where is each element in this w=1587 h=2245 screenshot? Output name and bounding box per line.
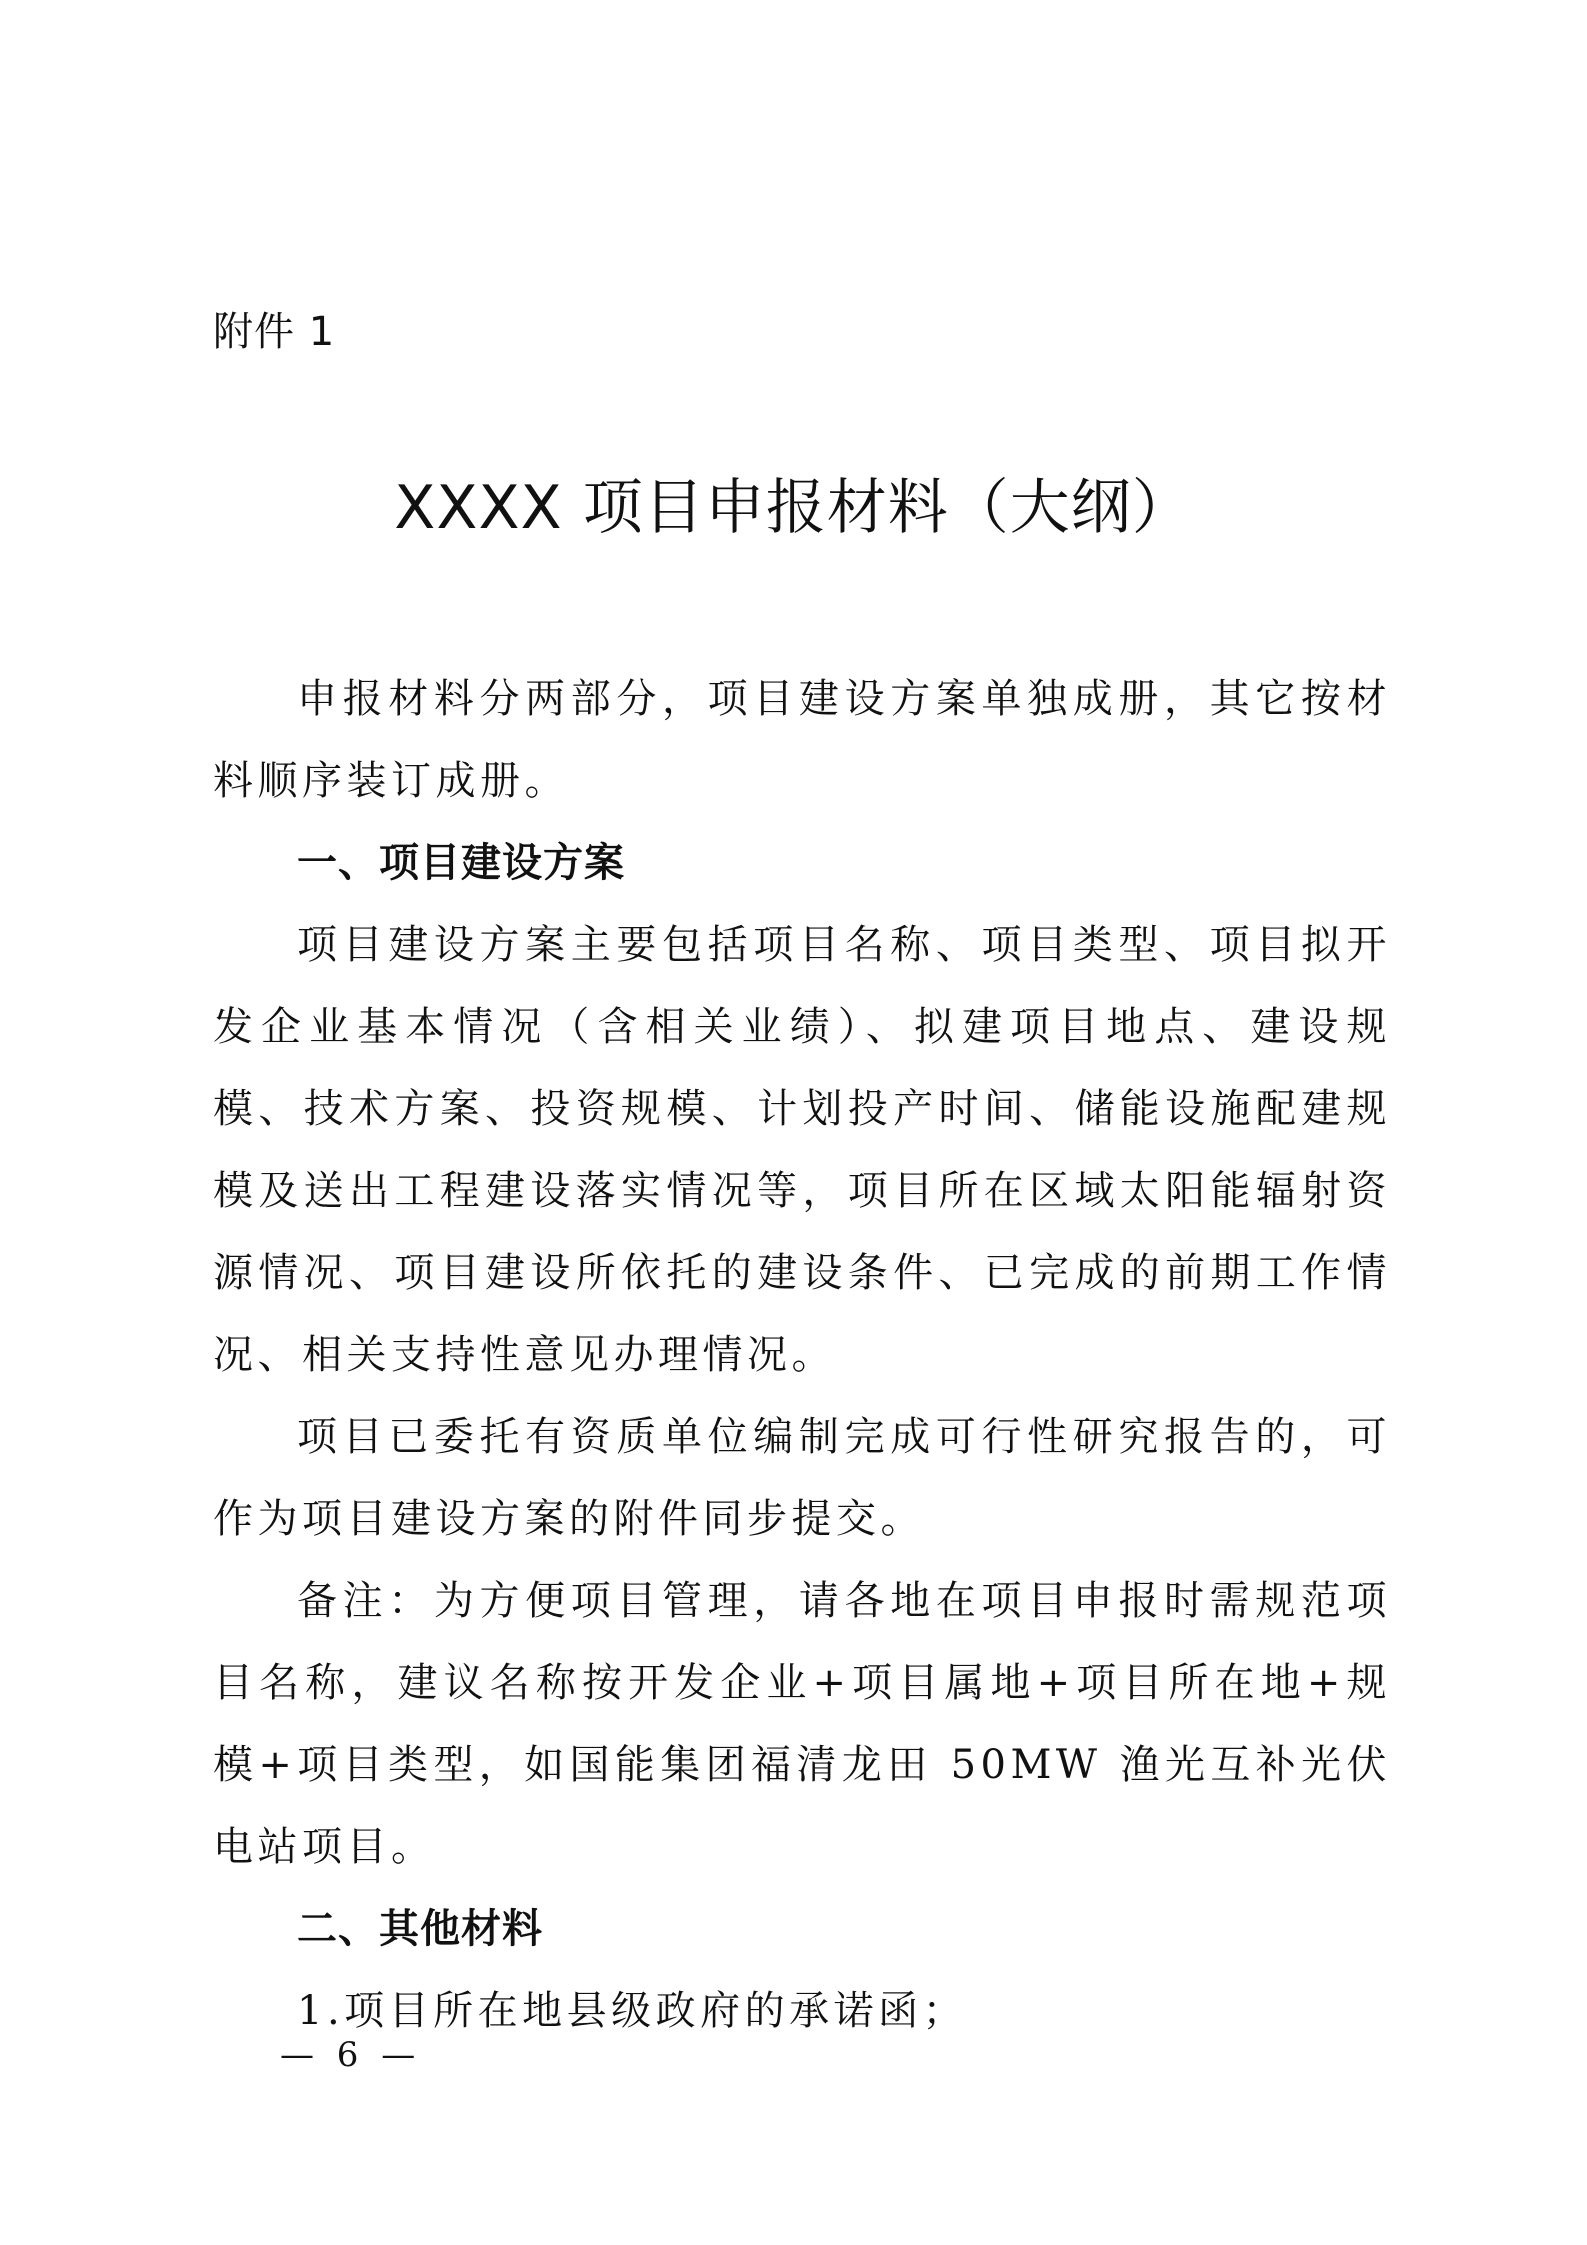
attachment-label: 附件 1 (213, 309, 336, 355)
section-2-heading: 二、其他材料 (297, 1906, 543, 1952)
section-1-paragraph-1: 项目建设方案主要包括项目名称、项目类型、项目拟开发企业基本情况（含相关业绩）、拟建项目地点、建设规模、技术方案、投资规模、计划投产时间、储能设施配建规模及送出工程建设落实情况等，项目所在区域太阳能辐射资源情况、项目建设所依托的建设条件、已完成的前期工作情况、相关支持性意见办理情况。 (213, 922, 1391, 1378)
section-1-heading: 一、项目建设方案 (297, 840, 625, 886)
page-number: — 6 — (280, 2035, 422, 2075)
intro-paragraph: 申报材料分两部分，项目建设方案单独成册，其它按材料顺序装订成册。 (213, 676, 1391, 804)
section-1-note: 备注：为方便项目管理，请各地在项目申报时需规范项目名称，建议名称按开发企业+项目属地+项目所在地+规模+项目类型，如国能集团福清龙田 50MW 渔光互补光伏电站项目。 (213, 1578, 1391, 1870)
section-2-item-1: 1.项目所在地县级政府的承诺函； (297, 1988, 968, 2034)
section-1-paragraph-2: 项目已委托有资质单位编制完成可行性研究报告的，可作为项目建设方案的附件同步提交。 (213, 1414, 1391, 1542)
document-title: XXXX 项目申报材料（大纲） (394, 473, 1193, 543)
document-body (213, 658, 1391, 2052)
